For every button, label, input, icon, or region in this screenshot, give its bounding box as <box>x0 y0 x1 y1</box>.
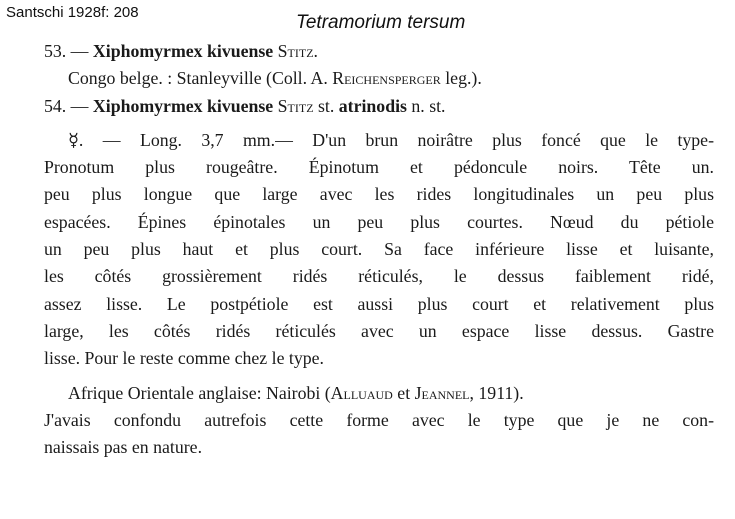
species-name: Xiphomyrmex kivuense <box>92 95 274 116</box>
description-line: peu plus longue que large avec les rides longitudinales un peu plus <box>44 184 714 205</box>
distribution-line: J'avais confondu autrefois cette forme avec le type que je ne con- <box>44 409 714 430</box>
entry-53-locality <box>44 65 714 92</box>
description-line: lisse. Pour le reste comme chez le type. <box>44 348 324 369</box>
description-line: Pronotum plus rougeâtre. Épinotum et pédoncule noirs. Tête un. <box>44 157 714 178</box>
description-line: large, les côtés ridés réticulés avec un espace lisse dessus. Gastre <box>44 320 714 341</box>
subspecies-name: atrinodis <box>338 95 407 116</box>
collector-name: Jeannel <box>414 382 470 403</box>
taxon-header: Tetramorium tersum <box>296 12 466 33</box>
collector-name: Alluaud <box>330 382 393 403</box>
distribution-text: Afrique Orientale anglaise: Nairobi ( <box>68 382 331 403</box>
description-paragraph <box>44 127 714 373</box>
description-line: espacées. Épines épinotales un peu plus courtes. Nœud du pétiole <box>44 211 714 232</box>
description-line: ☿. — Long. 3,7 mm.— D'un brun noirâtre plus foncé que le type- <box>68 129 714 150</box>
entry-number: 53. — <box>44 41 89 61</box>
distribution-locality <box>44 380 714 407</box>
species-author: Stitz. <box>277 41 318 61</box>
status-label: n. st. <box>411 95 446 116</box>
species-name: Xiphomyrmex kivuense <box>92 41 274 61</box>
description-line: les côtés grossièrement ridés réticulés, le dessus faiblement ridé, <box>44 266 714 287</box>
distribution-line: naissais pas en nature. <box>44 437 203 458</box>
conjunction: et <box>397 382 411 403</box>
locality-text: Congo belge. : Stanleyville (Coll. A. <box>68 68 328 89</box>
species-author: Stitz <box>277 95 314 116</box>
entry-53-heading <box>44 38 714 65</box>
entry-54-heading <box>44 93 714 120</box>
collection-year: , 1911). <box>469 382 524 403</box>
rank-label: st. <box>318 95 335 116</box>
description-line: un peu plus haut et plus court. Sa face inférieure lisse et luisante, <box>44 239 714 260</box>
page-text <box>44 38 714 461</box>
citation: Santschi 1928f: 208 <box>6 4 139 21</box>
distribution-paragraph <box>44 380 714 462</box>
entry-number: 54. — <box>44 95 89 116</box>
description-line: assez lisse. Le postpétiole est aussi plus court et relativement plus <box>44 293 714 314</box>
locality-end: leg.). <box>445 68 482 89</box>
collector-name: Reichensperger <box>332 68 441 89</box>
